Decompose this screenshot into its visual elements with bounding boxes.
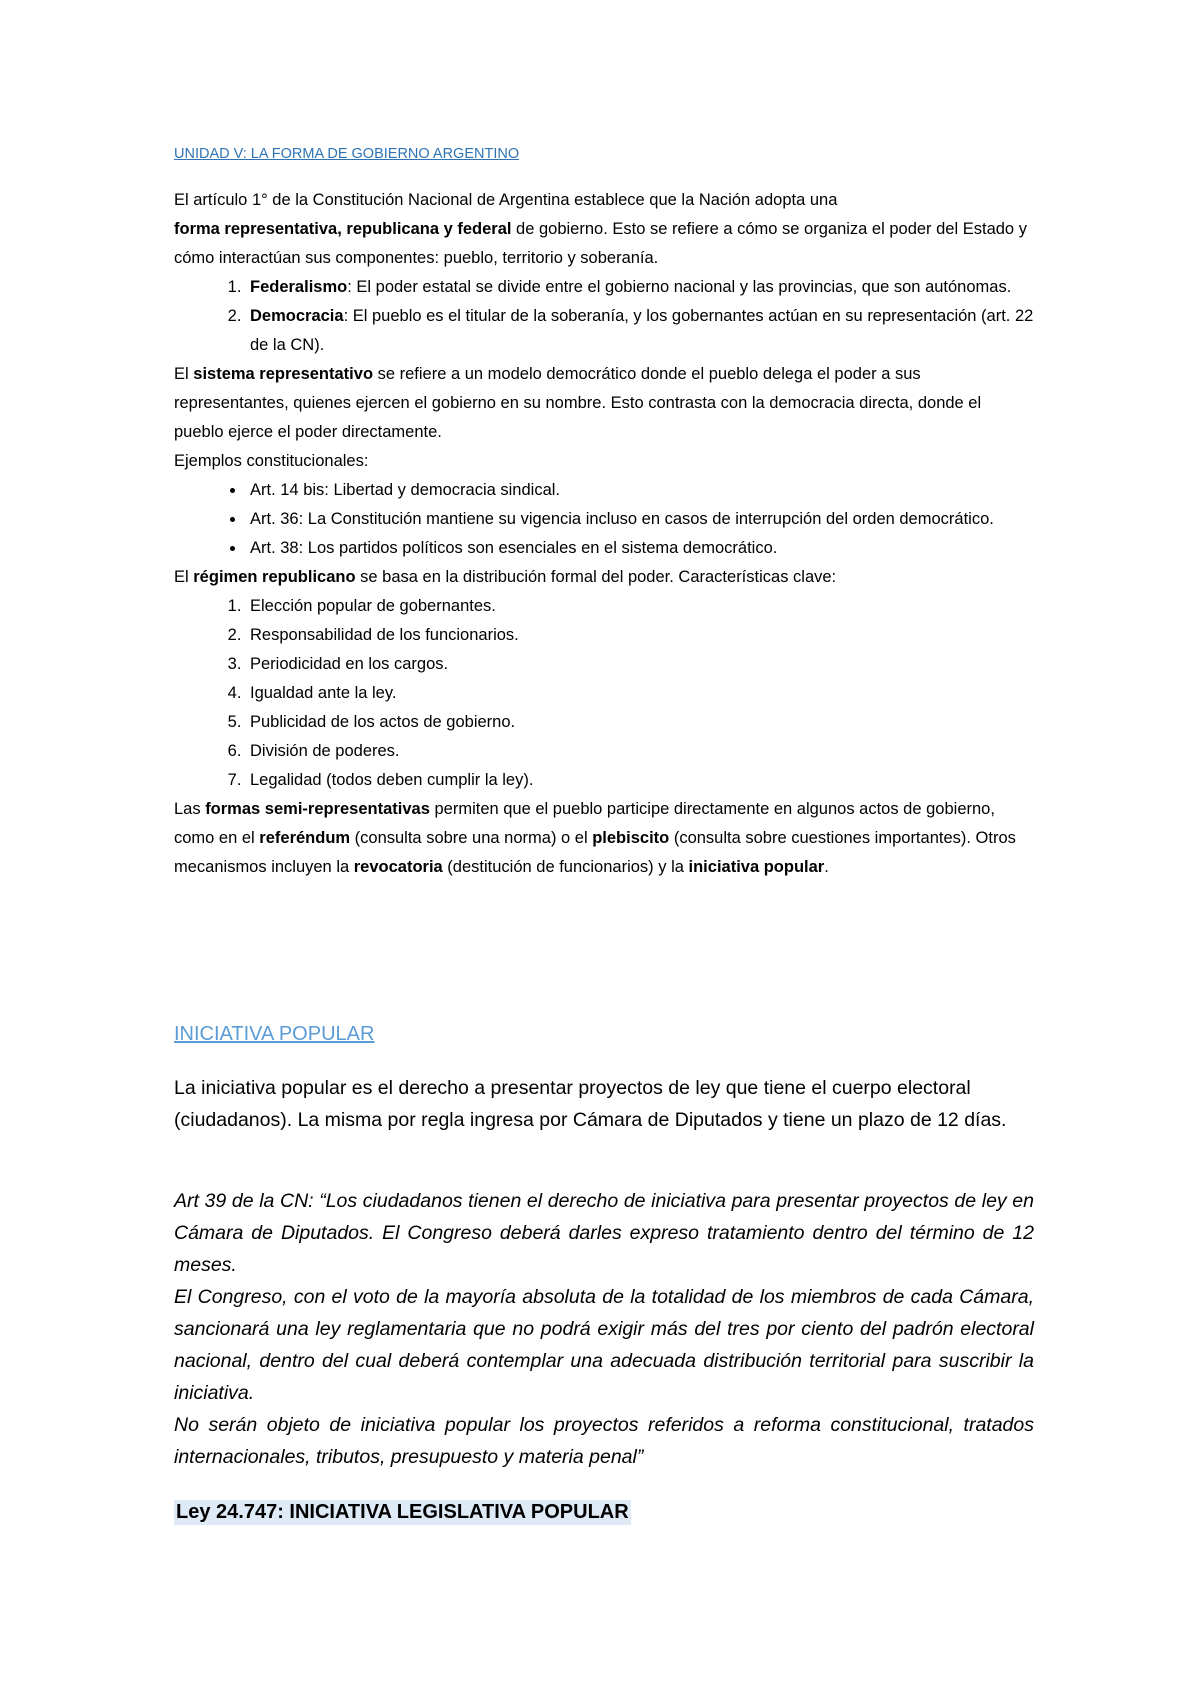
list-item <box>246 302 1034 360</box>
paragraph-bold-text: referéndum <box>259 829 351 847</box>
paragraph-text: El <box>174 365 194 383</box>
paragraph-text: El <box>174 568 194 586</box>
components-list <box>174 273 1034 360</box>
paragraph-text: se refiere a un modelo democrático donde el pueblo delega el poder a sus representantes, quienes ejercen el gobierno en su nombre. Esto contrasta con la democracia directa, donde el pueblo ejerce el poder directamente. <box>174 365 982 441</box>
examples-label: Ejemplos constitucionales: <box>174 452 369 470</box>
list-item <box>246 476 1034 505</box>
paragraph-text: permiten que el pueblo participe directamente en algunos actos de gobierno, como en el <box>174 800 995 847</box>
paragraph-bold-text: plebiscito <box>592 829 670 847</box>
intro-text: El artículo 1° de la Constitución Nacional de Argentina establece que la Nación adopta una <box>174 191 838 209</box>
paragraph-text: (consulta sobre cuestiones importantes). Otros mecanismos incluyen la <box>174 829 1016 876</box>
list-item <box>246 534 1034 563</box>
list-item-text: : El pueblo es el titular de la soberanía, y los gobernantes actúan en su representación (art. 22 de la CN). <box>250 307 1034 354</box>
list-item-text: : La Constitución mantiene su vigencia incluso en casos de interrupción del orden democrático. <box>298 510 994 528</box>
list-item: 4. Igualdad ante la ley. <box>246 679 1034 708</box>
paragraph-bold-text: revocatoria <box>353 858 443 876</box>
intro-text-continued: de gobierno. Esto se refiere a cómo se organiza el poder del Estado y cómo interactúan sus componentes: pueblo, territorio y soberanía. <box>174 220 1027 267</box>
list-item-term: Federalismo <box>250 278 348 296</box>
intro-section <box>174 186 1034 882</box>
paragraph-bold-text: iniciativa popular <box>688 858 825 876</box>
paragraph-bold-text: régimen republicano <box>193 568 356 586</box>
list-item: 2. Responsabilidad de los funcionarios. <box>246 621 1034 650</box>
list-item-text: : El poder estatal se divide entre el gobierno nacional y las provincias, que son autónomas. <box>347 278 1012 296</box>
list-item-text: : Los partidos políticos son esenciales en el sistema democrático. <box>298 539 778 557</box>
list-item <box>246 273 1034 302</box>
section-paragraph: La iniciativa popular es el derecho a presentar proyectos de ley que tiene el cuerpo electoral (ciudadanos). La misma por regla ingresa por Cámara de Diputados y tiene un plazo de 12 días. <box>174 1077 1007 1131</box>
features-list <box>174 592 1034 795</box>
article-ref: Art. 38 <box>250 539 299 557</box>
list-item-term: Democracia <box>250 307 344 325</box>
paragraph-text: . <box>824 858 829 876</box>
representative-paragraph <box>174 360 1034 447</box>
quote-paragraph: No serán objeto de iniciativa popular los proyectos referidos a reforma constitucional, tratados internacionales, tributos, presupuesto y materia penal” <box>174 1414 1034 1468</box>
list-item: 6. División de poderes. <box>246 737 1034 766</box>
quote-paragraph: El Congreso, con el voto de la mayoría absoluta de la totalidad de los miembros de cada Cámara, sancionará una ley reglamentaria que no podrá exigir más del tres por ciento del padrón electoral nacional, dentro del cual deberá contemplar una adecuada distribución territorial para suscribir la iniciativa. <box>174 1286 1034 1404</box>
unit-title: UNIDAD V: LA FORMA DE GOBIERNO ARGENTINO <box>174 146 520 162</box>
paragraph-text: Las <box>174 800 206 818</box>
article-ref: Art. 36 <box>250 510 299 528</box>
constitution-quote <box>174 1185 1034 1473</box>
article-ref: Art. 14 bis <box>250 481 325 499</box>
list-item: 3. Periodicidad en los cargos. <box>246 650 1034 679</box>
list-item: 1. Elección popular de gobernantes. <box>246 592 1034 621</box>
list-item <box>246 505 1034 534</box>
republican-paragraph <box>174 563 1034 592</box>
intro-bold-text: forma representativa, republicana y federal <box>174 220 512 238</box>
quote-paragraph: Art 39 de la CN: “Los ciudadanos tienen el derecho de iniciativa para presentar proyectos de ley en Cámara de Diputados. El Congreso deberá darles expreso tratamiento dentro del término de 12 meses. <box>174 1190 1034 1276</box>
paragraph-text: (destitución de funcionarios) y la <box>442 858 689 876</box>
section-body <box>174 1072 1034 1136</box>
list-item: 7. Legalidad (todos deben cumplir la ley). <box>246 766 1034 795</box>
paragraph-text: (consulta sobre una norma) o el <box>350 829 593 847</box>
law-title: Ley 24.747: INICIATIVA LEGISLATIVA POPULAR <box>176 1501 629 1523</box>
paragraph-text: se basa en la distribución formal del poder. Características clave: <box>355 568 837 586</box>
semi-representative-paragraph <box>174 795 1034 882</box>
examples-list <box>174 476 1034 563</box>
paragraph-bold-text: sistema representativo <box>193 365 374 383</box>
intro-paragraph <box>174 186 1034 273</box>
paragraph-bold-text: formas semi-representativas <box>205 800 430 818</box>
section-title: INICIATIVA POPULAR <box>174 1023 375 1045</box>
list-item-text: : Libertad y democracia sindical. <box>324 481 560 499</box>
list-item: 5. Publicidad de los actos de gobierno. <box>246 708 1034 737</box>
